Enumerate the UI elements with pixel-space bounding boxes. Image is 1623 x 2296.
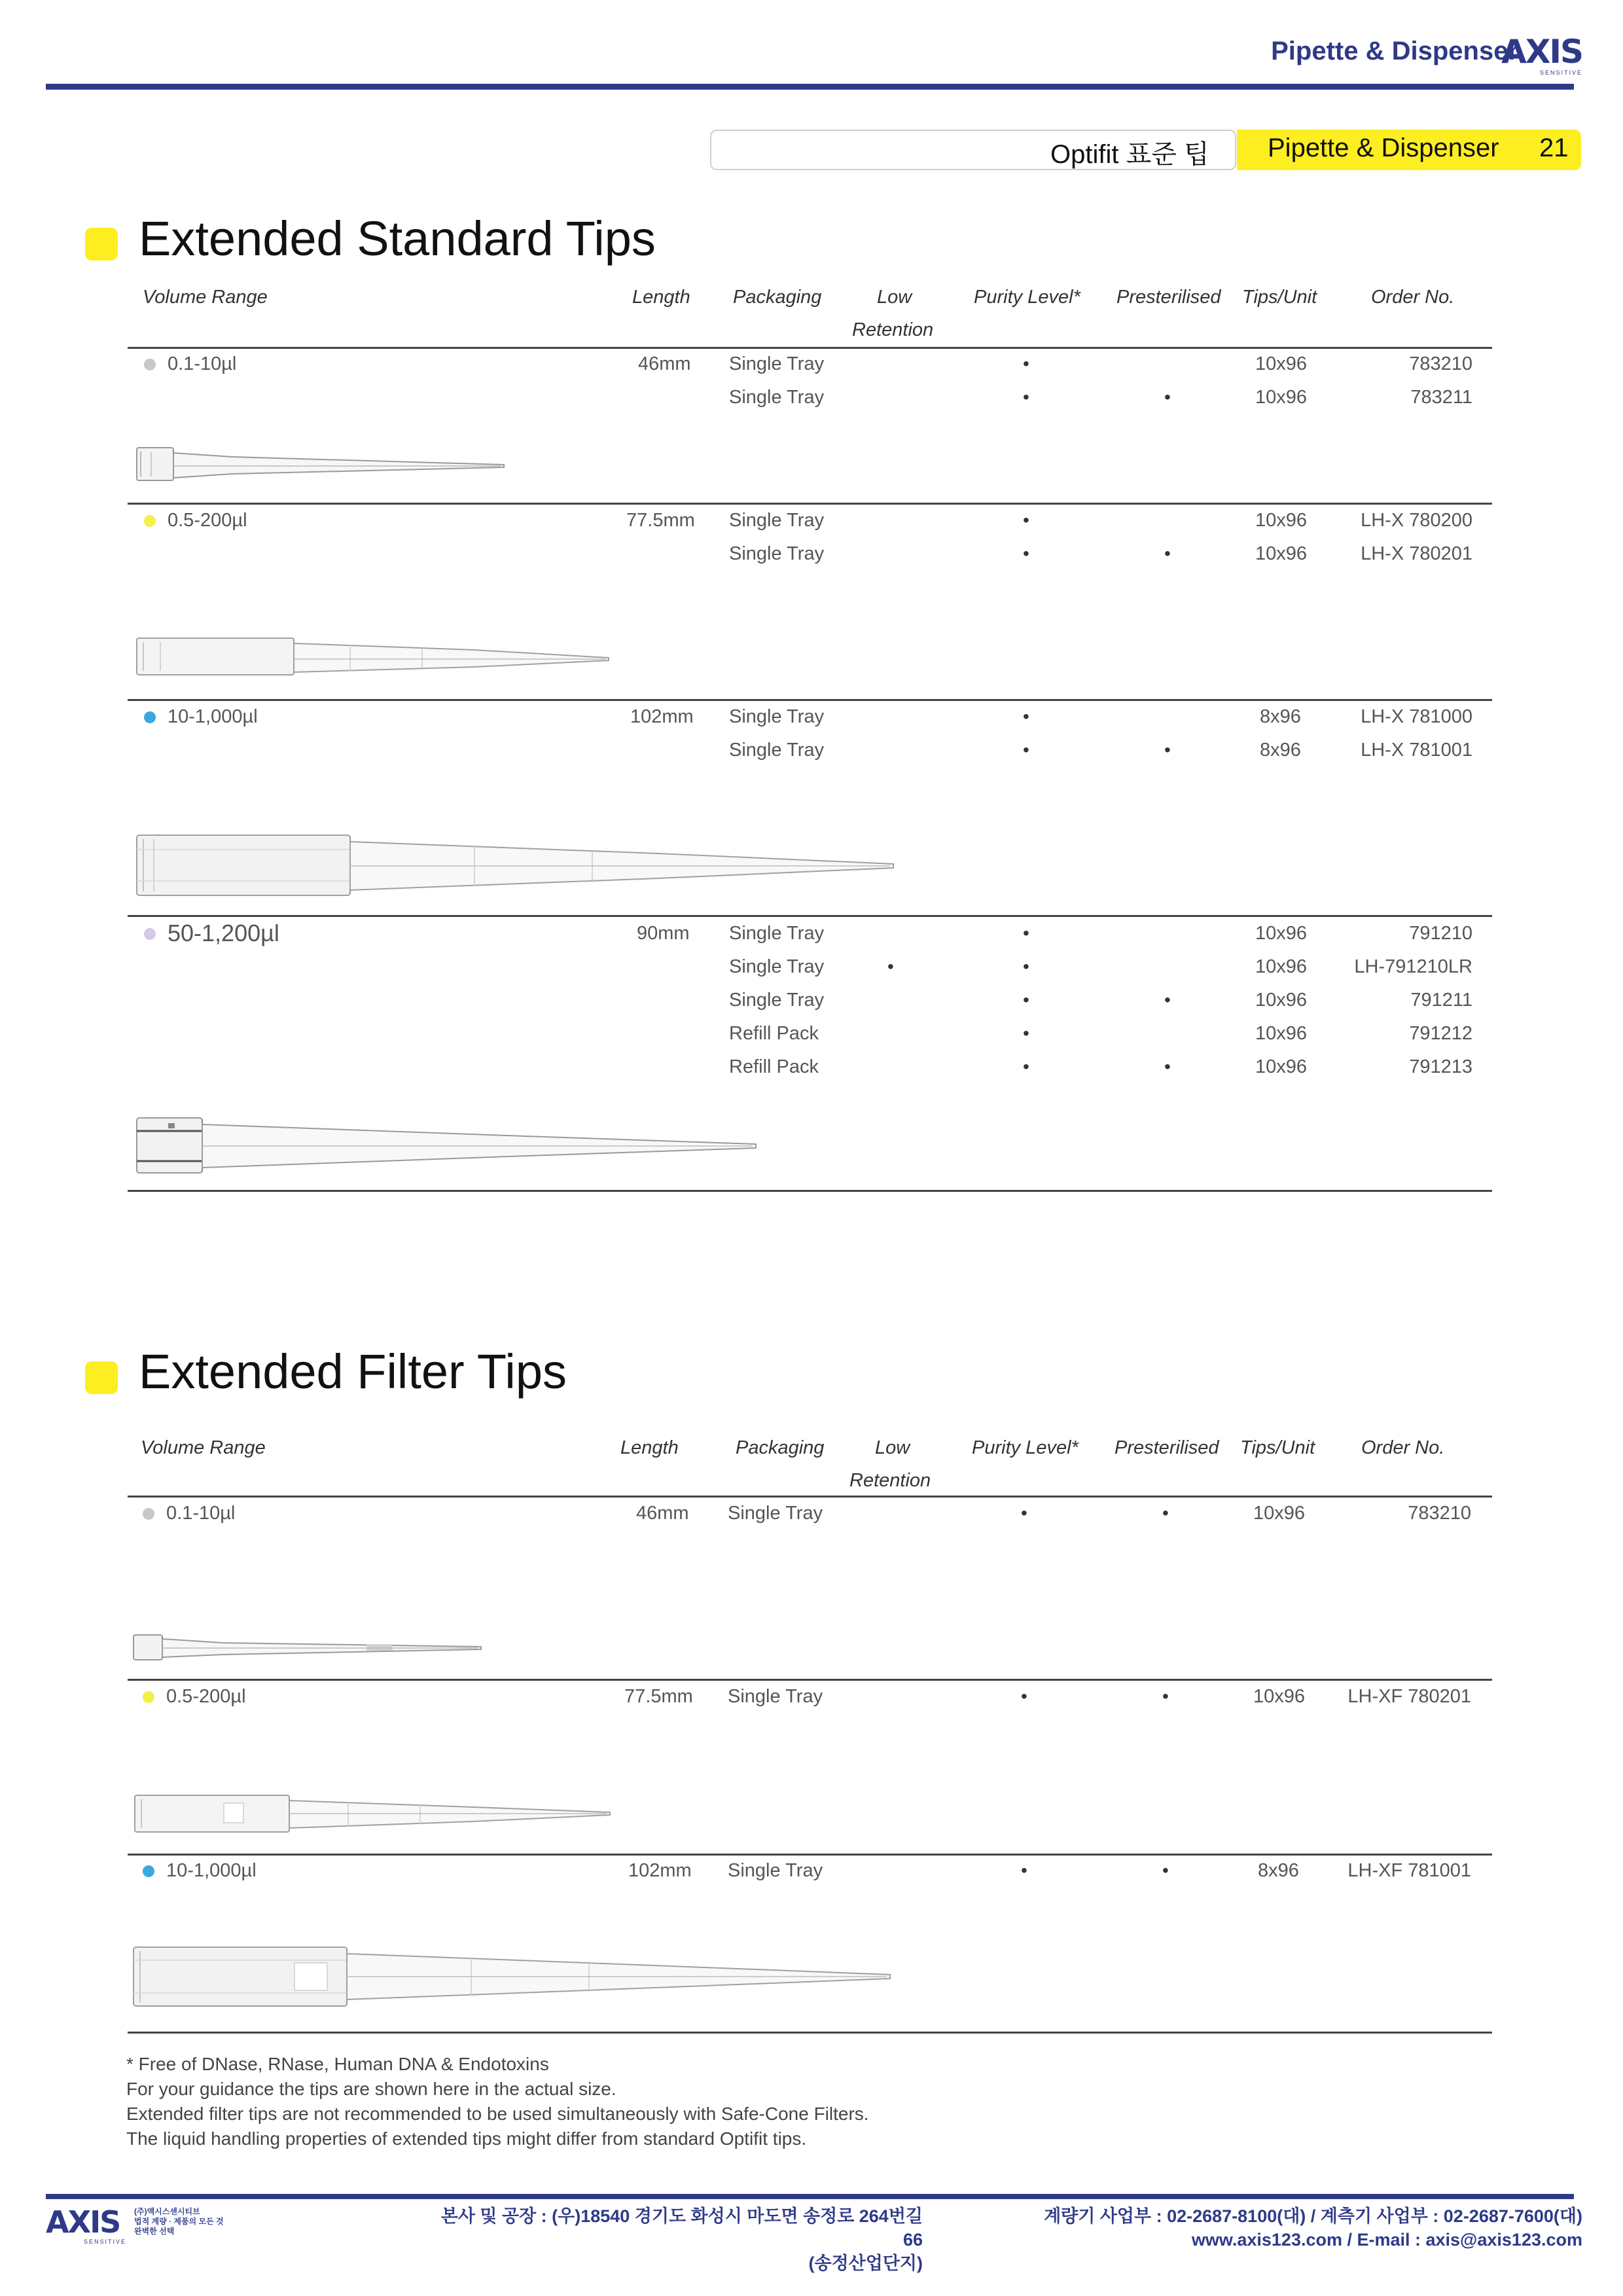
order-number: 791213 [1409,1056,1472,1077]
section-bullet [85,228,118,260]
header-section-title: Pipette & Dispenser [1271,37,1518,65]
footer-company [134,2207,224,2236]
address-line: 본사 및 공장 : (우)18540 경기도 화성시 마도면 송정로 264번길 66 [440,2206,923,2250]
pipette-tip-image [134,830,897,902]
col-packaging: Packaging [733,287,822,308]
tips-per-unit: 10x96 [1255,990,1308,1011]
purity-mark: • [1023,740,1029,760]
footnotes [126,2052,1239,2151]
tips-per-unit: 10x96 [1255,510,1308,531]
volume-range: 50-1,200µl [168,920,279,946]
presterilised-mark: • [1164,1056,1171,1077]
presterilised-mark: • [1164,990,1171,1010]
tips-per-unit: 8x96 [1260,740,1301,761]
presterilised-mark: • [1162,1503,1169,1523]
purity-mark: • [1023,1023,1029,1043]
purity-mark: • [1023,387,1029,407]
tips-per-unit: 8x96 [1260,706,1301,727]
packaging: Single Tray [729,706,825,727]
footnote-line: For your guidance the tips are shown here in the actual size. [126,2079,616,2099]
purity-mark: • [1023,956,1029,977]
tips-per-unit: 10x96 [1255,1056,1308,1077]
volume-color-dot [144,515,156,527]
header-divider [46,84,1574,90]
order-number: LH-791210LR [1354,956,1472,977]
col-low-retention: Low [877,287,912,308]
packaging: Single Tray [729,990,825,1011]
tip-length: 46mm [638,353,691,374]
contact-phone: 계량기 사업부 : 02-2687-8100(대) / 계측기 사업부 : 02-2687-7600(대) [1044,2206,1582,2226]
table-rule [128,699,1492,701]
col-volume-range: Volume Range [141,1437,266,1458]
page-number: 21 [1539,134,1569,162]
presterilised-mark: • [1164,740,1171,760]
order-number: 783210 [1409,353,1472,374]
purity-mark: • [1021,1503,1027,1523]
tips-per-unit: 10x96 [1255,923,1308,944]
footer-address [438,2204,923,2275]
col-low-retention: Low [875,1437,910,1458]
purity-mark: • [1023,353,1029,374]
order-number: LH-XF 781001 [1347,1860,1471,1881]
col-presterilised: Presterilised [1115,1437,1219,1458]
volume-range: 10-1,000µl [166,1860,257,1881]
col-low-retention-2: Retention [852,319,934,340]
table-rule [128,347,1492,349]
pipette-tip-image [134,1113,759,1178]
footer-divider [46,2194,1574,2199]
address-line: (송정산업단지) [808,2253,923,2273]
packaging: Single Tray [729,740,825,761]
col-purity: Purity Level* [972,1437,1079,1458]
order-number: LH-X 781001 [1361,740,1472,761]
low-retention-mark: • [887,956,894,977]
footer-logo [46,2204,120,2240]
tips-per-unit: 10x96 [1255,956,1308,977]
packaging: Single Tray [729,387,825,408]
col-low-retention-2: Retention [849,1470,931,1491]
purity-mark: • [1021,1686,1027,1706]
purity-mark: • [1023,543,1029,564]
tip-length: 102mm [630,706,694,727]
purity-mark: • [1023,1056,1029,1077]
col-length: Length [620,1437,679,1458]
order-number: LH-X 780201 [1361,543,1472,564]
col-length: Length [632,287,690,308]
col-order-no: Order No. [1361,1437,1445,1458]
col-packaging: Packaging [736,1437,825,1458]
tips-per-unit: 10x96 [1253,1503,1306,1524]
pipette-tip-image [134,632,612,684]
order-number: LH-X 781000 [1361,706,1472,727]
tips-per-unit: 10x96 [1255,1023,1308,1044]
volume-color-dot [143,1865,154,1877]
tip-length: 77.5mm [624,1686,693,1707]
packaging: Single Tray [729,923,825,944]
contact-web: www.axis123.com / E-mail : axis@axis123.com [1191,2230,1582,2250]
section-title-standard: Extended Standard Tips [139,211,656,266]
footnote-line: Extended filter tips are not recommended to be used simultaneously with Safe-Cone Filters. [126,2104,869,2124]
packaging: Refill Pack [729,1056,819,1077]
footer-logo-sub: SENSITIVE [84,2238,127,2245]
col-tips-unit: Tips/Unit [1242,287,1317,308]
volume-color-dot [144,711,156,723]
col-volume-range: Volume Range [143,287,268,308]
tips-per-unit: 10x96 [1255,353,1308,374]
volume-range: 0.5-200µl [166,1686,246,1707]
volume-color-dot [144,359,156,370]
col-order-no: Order No. [1371,287,1455,308]
order-number: 783211 [1410,387,1472,408]
purity-mark: • [1023,706,1029,726]
order-number: 783210 [1408,1503,1471,1524]
packaging: Single Tray [728,1686,823,1707]
order-number: 791210 [1409,923,1472,944]
volume-color-dot [143,1691,154,1703]
volume-range: 0.1-10µl [168,353,237,374]
pipette-tip-image [131,1941,893,2013]
tips-per-unit: 10x96 [1253,1686,1306,1707]
tip-length: 102mm [628,1860,692,1881]
table-rule [128,915,1492,917]
presterilised-mark: • [1164,543,1171,564]
company-name: (주)액시스센시티브 [134,2207,200,2216]
footer-contact [1044,2204,1582,2251]
pipette-tip-image [134,439,507,491]
purity-mark: • [1023,990,1029,1010]
purity-mark: • [1021,1860,1027,1880]
table-rule [128,1190,1492,1192]
tips-per-unit: 10x96 [1255,543,1308,564]
presterilised-mark: • [1162,1860,1169,1880]
table-rule [128,1854,1492,1856]
pipette-tip-image [131,1628,484,1668]
volume-range: 0.1-10µl [166,1503,236,1524]
purity-mark: • [1023,923,1029,943]
packaging: Single Tray [729,543,825,564]
table-rule [128,1496,1492,1498]
col-purity: Purity Level* [974,287,1080,308]
purity-mark: • [1023,510,1029,530]
volume-color-dot [143,1508,154,1520]
order-number: LH-XF 780201 [1347,1686,1471,1707]
tip-length: 90mm [637,923,690,944]
footnote-line: The liquid handling properties of extended tips might differ from standard Optifit tips. [126,2128,807,2149]
tip-length: 77.5mm [626,510,695,531]
logo-text: AXIS [1501,33,1582,71]
volume-color-dot [144,928,156,940]
packaging: Refill Pack [729,1023,819,1044]
col-tips-unit: Tips/Unit [1240,1437,1315,1458]
packaging: Single Tray [728,1503,823,1524]
packaging: Single Tray [729,956,825,977]
packaging: Single Tray [729,353,825,374]
tip-length: 46mm [636,1503,689,1524]
presterilised-mark: • [1164,387,1171,407]
company-tagline-2: 완벽한 선택 [134,2227,175,2236]
col-presterilised: Presterilised [1116,287,1221,308]
packaging: Single Tray [729,510,825,531]
volume-range: 0.5-200µl [168,510,247,531]
company-tagline: 법적 계량 · 제품의 모든 것 [134,2217,224,2226]
order-number: 791212 [1409,1023,1472,1044]
table-rule [128,2032,1492,2034]
breadcrumb-category: Pipette & Dispenser [1268,134,1499,162]
order-number: 791211 [1410,990,1472,1011]
breadcrumb-product: Optifit 표준 팁 [1050,140,1209,169]
section-title-filter: Extended Filter Tips [139,1344,567,1399]
table-rule [128,1679,1492,1681]
tips-per-unit: 10x96 [1255,387,1308,408]
tips-per-unit: 8x96 [1258,1860,1299,1881]
logo-text: AXIS [46,2204,120,2240]
pipette-tip-image [132,1790,613,1839]
table-rule [128,503,1492,505]
section-bullet [85,1361,118,1394]
order-number: LH-X 780200 [1361,510,1472,531]
header-logo [1501,33,1582,71]
presterilised-mark: • [1162,1686,1169,1706]
header-logo-sub: SENSITIVE [1539,69,1582,76]
packaging: Single Tray [728,1860,823,1881]
footnote-line: * Free of DNase, RNase, Human DNA & Endotoxins [126,2054,549,2074]
volume-range: 10-1,000µl [168,706,258,727]
